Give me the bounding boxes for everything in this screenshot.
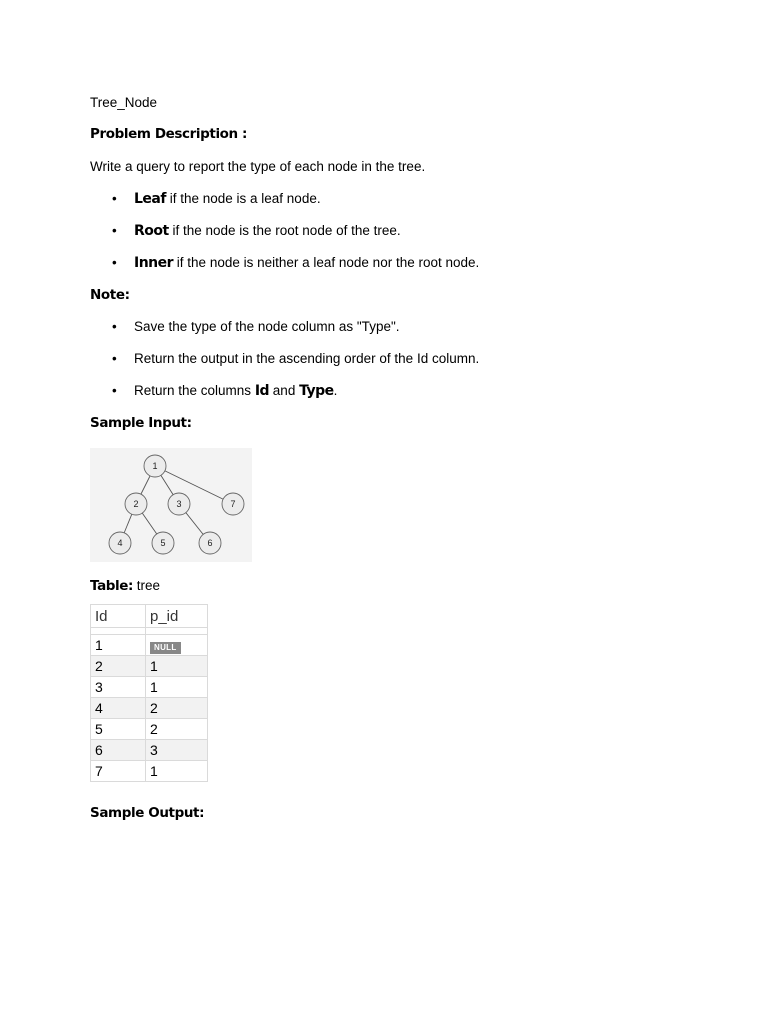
sample-output-heading: Sample Output: <box>90 805 205 821</box>
type-item-root: • Root if the node is the root node of the tree. <box>112 223 401 239</box>
problem-heading: Problem Description : <box>90 126 248 142</box>
tree-diagram <box>90 448 252 562</box>
note-heading: Note: <box>90 287 130 303</box>
sample-input-heading: Sample Input: <box>90 415 192 431</box>
bullet-icon: • <box>112 383 117 398</box>
table-row: 4 2 <box>91 698 208 719</box>
tree-node-label: 4 <box>117 538 123 548</box>
table-row: 7 1 <box>91 761 208 782</box>
tree-node-label: 3 <box>176 499 182 509</box>
note-item: • Return the output in the ascending order of the Id column. <box>112 351 480 366</box>
table-row: 6 3 <box>91 740 208 761</box>
tree-node-label: 1 <box>152 461 158 471</box>
type-item-inner: • Inner if the node is neither a leaf node nor the root node. <box>112 255 480 271</box>
type-item-leaf: • Leaf if the node is a leaf node. <box>112 191 321 207</box>
doc-title: Tree_Node <box>90 95 158 110</box>
bullet-icon: • <box>112 319 117 334</box>
tree-table <box>90 604 208 782</box>
tree-node-label: 5 <box>160 538 166 548</box>
bullet-icon: • <box>112 255 117 270</box>
tree-node-label: 6 <box>207 538 213 548</box>
null-badge: NULL <box>150 642 181 654</box>
tree-node-label: 7 <box>230 499 236 509</box>
column-header-id: Id <box>91 605 146 628</box>
note-item: • Return the columns Id and Type. <box>112 383 338 399</box>
column-header-p-id: p_id <box>146 605 208 628</box>
table-row: 3 1 <box>91 677 208 698</box>
table-row: 5 2 <box>91 719 208 740</box>
table-row: 2 1 <box>91 656 208 677</box>
note-item: • Save the type of the node column as "Type". <box>112 319 400 334</box>
table-row: 1 NULL <box>91 635 208 656</box>
intro-text: Write a query to report the type of each node in the tree. <box>90 159 426 174</box>
tree-node-label: 2 <box>133 499 139 509</box>
table-caption: Table: tree <box>90 578 161 594</box>
bullet-icon: • <box>112 351 117 366</box>
bullet-icon: • <box>112 191 117 206</box>
bullet-icon: • <box>112 223 117 238</box>
